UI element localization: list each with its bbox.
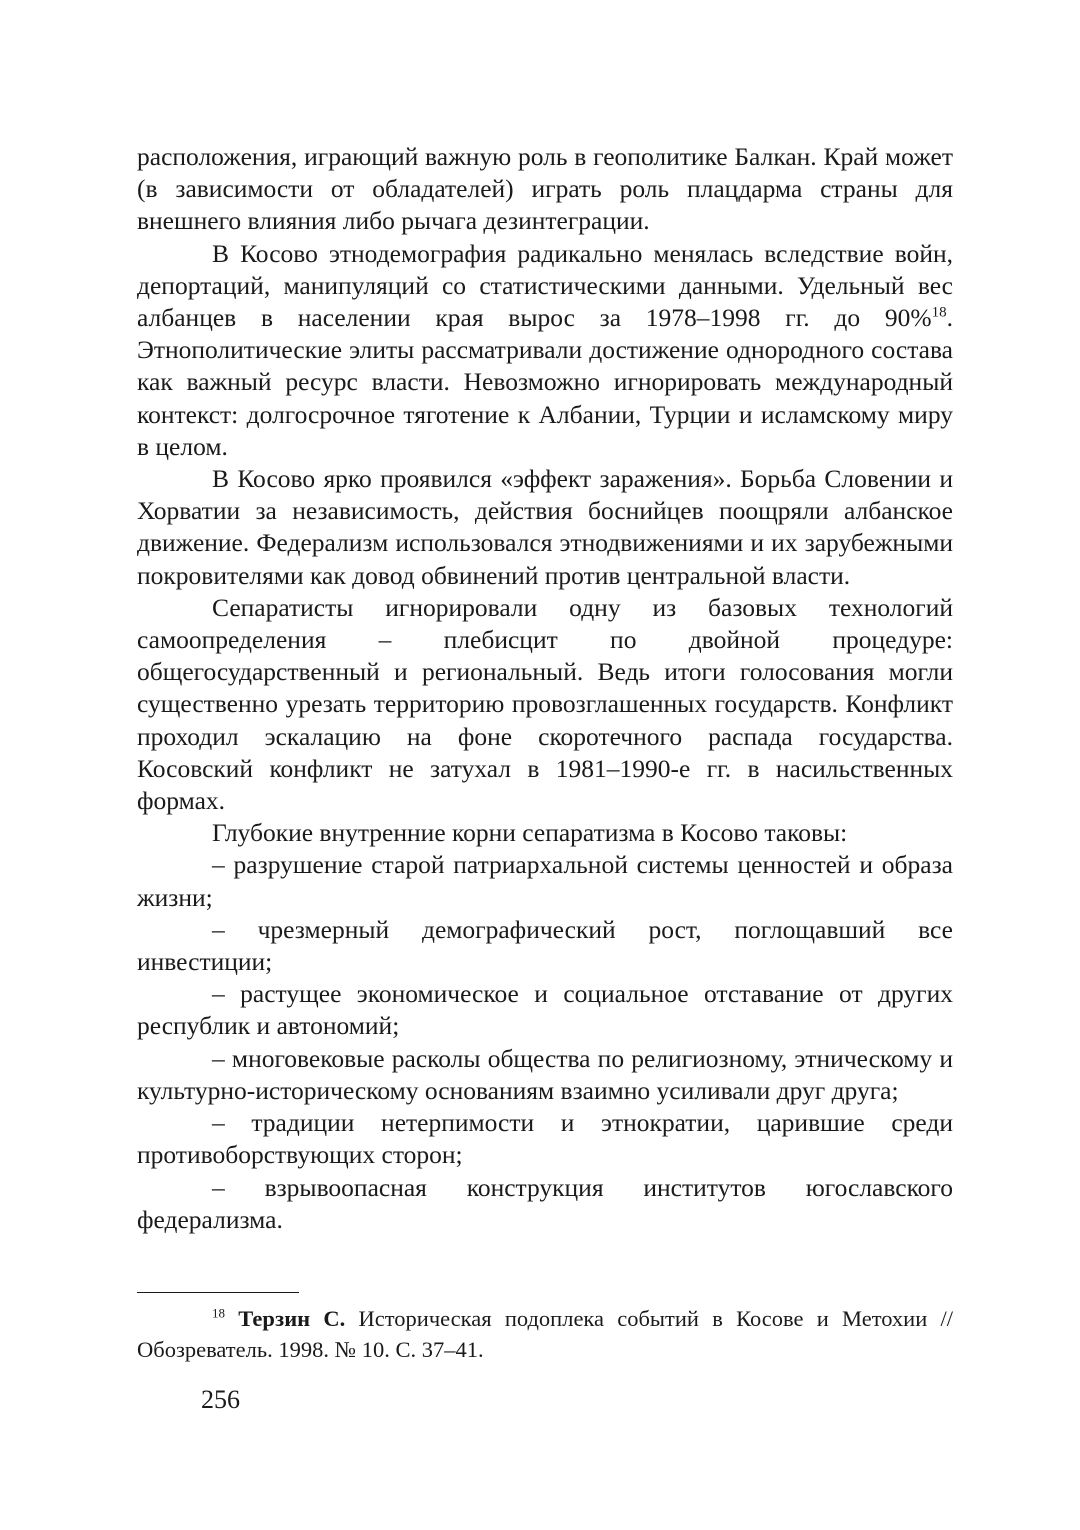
list-item: – растущее экономическое и социальное отставание от других республик и автономий; bbox=[137, 979, 953, 1041]
list-item: – традиции нетерпимости и этнократии, царившие среди противоборствующих сторон; bbox=[137, 1108, 953, 1170]
list-item: – многовековые расколы общества по религиозному, этническому и культурно-историческому основаниям взаимно усиливали друг друга; bbox=[137, 1043, 953, 1105]
paragraph-2-text: В Косово этнодемография радикально менялась вследствие войн, депортаций, манипуляций со статистическими данными. Удельный вес албанцев в населении края вырос за 1978–1998 гг. до 90% bbox=[137, 238, 953, 333]
page-number: 256 bbox=[201, 1385, 240, 1414]
main-text bbox=[137, 141, 953, 1236]
paragraph-1: расположения, играющий важную роль в геополитике Балкан. Край может (в зависимости от обладателей) играть роль плацдарма страны для внешнего влияния либо рычага дезинтеграции. bbox=[137, 142, 953, 236]
paragraph-2-text-after: . Этнополитические элиты рассматривали достижение однородного состава как важный ресурс власти. Невозможно игнорировать международный контекст: долгосрочное тяготение к Албании, Турции и исламскому миру в целом. bbox=[137, 303, 953, 461]
paragraph-3: В Косово ярко проявился «эффект заражения». Борьба Словении и Хорватии за независимость, действия боснийцев поощряли албанское движение. Федерализм использовался этнодвижениями и их зарубежными покровителями как довод обвинений против центральной власти. bbox=[137, 464, 953, 590]
list-item: – чрезмерный демографический рост, поглощавший все инвестиции; bbox=[137, 914, 953, 977]
footnote bbox=[137, 1303, 953, 1365]
footnote-number: 18 bbox=[212, 1305, 225, 1321]
footnote-divider bbox=[137, 1292, 299, 1293]
list-item: – взрывоопасная конструкция институтов югославского федерализма. bbox=[137, 1172, 953, 1234]
paragraph-2 bbox=[137, 238, 953, 463]
footnote-reference[interactable]: 18 bbox=[931, 304, 947, 321]
footnote-text: Историческая подоплека событий в Косове и Метохии // Обозреватель. 1998. № 10. С. 37–41. bbox=[137, 1306, 954, 1362]
page-body bbox=[137, 141, 953, 1236]
footnote-author: Терзин С. bbox=[238, 1306, 346, 1331]
list-item: – разрушение старой патриархальной системы ценностей и образа жизни; bbox=[137, 850, 953, 912]
paragraph-5: Глубокие внутренние корни сепаратизма в Косово таковы: bbox=[212, 818, 848, 848]
paragraph-4: Сепаратисты игнорировали одну из базовых технологий самоопределения – плебисцит по двойной процедуре: общегосударственный и региональный. Ведь итоги голосования могли существенно урезать территорию провозглашенных государств. Конфликт проходил эскалацию на фоне скоротечного распада государства. Косовский конфликт не затухал в 1981–1990-е гг. в насильственных формах. bbox=[137, 592, 953, 816]
